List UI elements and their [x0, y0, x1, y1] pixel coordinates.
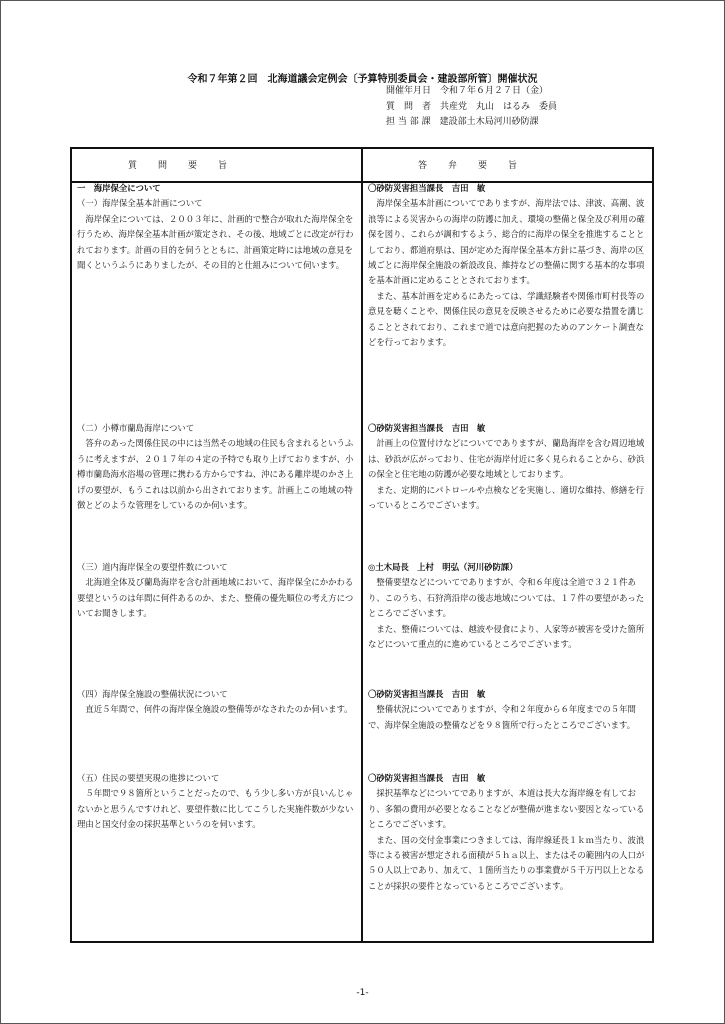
answer-body: 海岸保全基本計画についてでありますが、海岸法では、津波、高潮、波浪等による災害からの海岸の防護に加え、環境の整備と保全及び利用の確保を図り、これらが調和するよう、総合的に海岸の保全を推進することとしており、都道府県は、国が定めた海岸保全基本方針に基づき、海岸の区域ごとに海岸保全施設の新設改良、維持などの整備に関する基本的な事項を基本計画に定めることとされております。	[368, 198, 645, 286]
question-4	[77, 687, 360, 718]
question-body: 直近５年間で、何件の海岸保全施設の整備等がなされたのか伺います。	[85, 704, 353, 715]
answer-3	[368, 560, 652, 652]
question-3	[77, 560, 360, 622]
question-subtitle: （三）道内海岸保全の要望件数について	[77, 562, 228, 572]
answer-speaker: 〇砂防災害担当課長 吉田 敏	[368, 773, 486, 783]
question-heading: 一 海岸保全について	[77, 183, 161, 193]
question-subtitle: （四）海岸保全施設の整備状況について	[77, 689, 228, 699]
answer-body: 計画上の位置付けなどについてでありますが、蘭島海岸を含む周辺地域は、砂浜が広がっており、住宅が海岸付近に多く見られることから、砂浜の保全と住宅地の防護が必要な地域としております。	[368, 438, 645, 480]
meeting-info	[386, 84, 557, 131]
answer-5	[368, 771, 652, 894]
column-divider	[361, 149, 363, 941]
answer-body: また、基本計画を定めるにあたっては、学識経験者や関係市町村長等の意見を聴くことや、関係住民の意見を反映させるために必要な措置を講じることとされており、これまで道では意向把握のためのアンケート調査などを行っております。	[368, 290, 645, 348]
question-body: ５年間で９８箇所ということだったので、もう少し多い方が良いんじゃないかと思うんですけれど、要望件数に比してこうした実施件数が少ない理由と国交付金の採択基準というのを伺います。	[77, 788, 354, 830]
answer-speaker: 〇砂防災害担当課長 吉田 敏	[368, 423, 486, 433]
meeting-date: 開催年月日 令和７年６月２７日（金）	[386, 86, 549, 96]
question-5	[77, 771, 360, 833]
questioner: 質 問 者 共産党 丸山 はるみ 委員	[386, 101, 558, 112]
answer-speaker: 〇砂防災害担当課長 吉田 敏	[368, 183, 486, 193]
answer-body: また、整備については、越波や侵食により、人家等が被害を受けた箇所などについて重点的に進めているところでございます。	[368, 623, 645, 650]
page-number: -1-	[356, 988, 369, 998]
header-answer: 答 弁 要 旨	[418, 161, 519, 171]
department: 担 当 部 課 建設部土木局河川砂防課	[386, 117, 539, 127]
question-1	[77, 181, 360, 273]
question-subtitle: （一）海岸保全基本計画について	[77, 198, 203, 209]
answer-1	[368, 181, 652, 350]
answer-speaker: 〇砂防災害担当課長 吉田 敏	[368, 689, 486, 699]
answer-4	[368, 687, 652, 733]
answer-body: 整備状況についてでありますが、令和２年度から６年度までの５年間で、海岸保全施設の整備などを９８箇所で行ったところでございます。	[368, 704, 636, 730]
header-question: 質 問 要 旨	[128, 161, 229, 171]
qa-table	[70, 147, 654, 943]
document-title: 令和７年第２回 北海道議会定例会〔予算特別委員会・建設部所管〕開催状況	[187, 74, 538, 85]
answer-2	[368, 421, 652, 513]
answer-speaker: ◎土木局長 上村 明弘（河川砂防課）	[368, 562, 518, 572]
question-body: 答弁のあった関係住民の中には当然その地域の住民も含まれるというふうに考えますが、２０１７年の４定の予特でも取り上げておりますが、小樽市蘭島海水浴場の管理に携わる方からですね、沖にある離岸堤のかさ上げの要望が、もうこれは以前から出されております。計画上この地域の特徴とどのような管理をしているのか伺います。	[77, 438, 354, 511]
question-subtitle: （二）小樽市蘭島海岸について	[77, 423, 195, 433]
answer-body: 整備要望などについてでありますが、令和６年度は全道で３２１件あり、このうち、石狩湾沿岸の後志地域については、１７件の要望があったところでございます。	[368, 577, 645, 619]
question-body: 北海道全体及び蘭島海岸を含む計画地域において、海岸保全にかかわる要望というのは年間に何件あるのか、また、整備の優先順位の考え方についてお聞きします。	[77, 577, 354, 619]
answer-body: また、国の交付金事業につきましては、海岸線延長１ｋｍ当たり、波浪等による被害が想定される面積が５ｈａ以上、またはその範囲内の人口が５０人以上であり、加えて、１箇所当たりの事業費が５千万円以上となることが採択の要件となっているところでございます。	[368, 834, 645, 891]
question-2	[77, 421, 360, 513]
answer-body: また、定期的にパトロールや点検などを実施し、適切な維持、修繕を行っているところでございます。	[368, 484, 645, 511]
question-body: 海岸保全については、２００３年に、計画的で整合が取れた海岸保全を行うため、海岸保全基本計画が策定され、その後、地域ごとに改定が行われております。計画の目的を伺うとともに、計画策定時には地域の意見を聞くというふうにありましたが、その目的と仕組みについて伺います。	[77, 213, 354, 271]
question-subtitle: （五）住民の要望実現の進捗について	[77, 773, 220, 783]
answer-body: 採択基準などについてでありますが、本道は長大な海岸線を有しており、多額の費用が必要となることなどが整備が進まない要因となっているところでございます。	[368, 788, 645, 830]
